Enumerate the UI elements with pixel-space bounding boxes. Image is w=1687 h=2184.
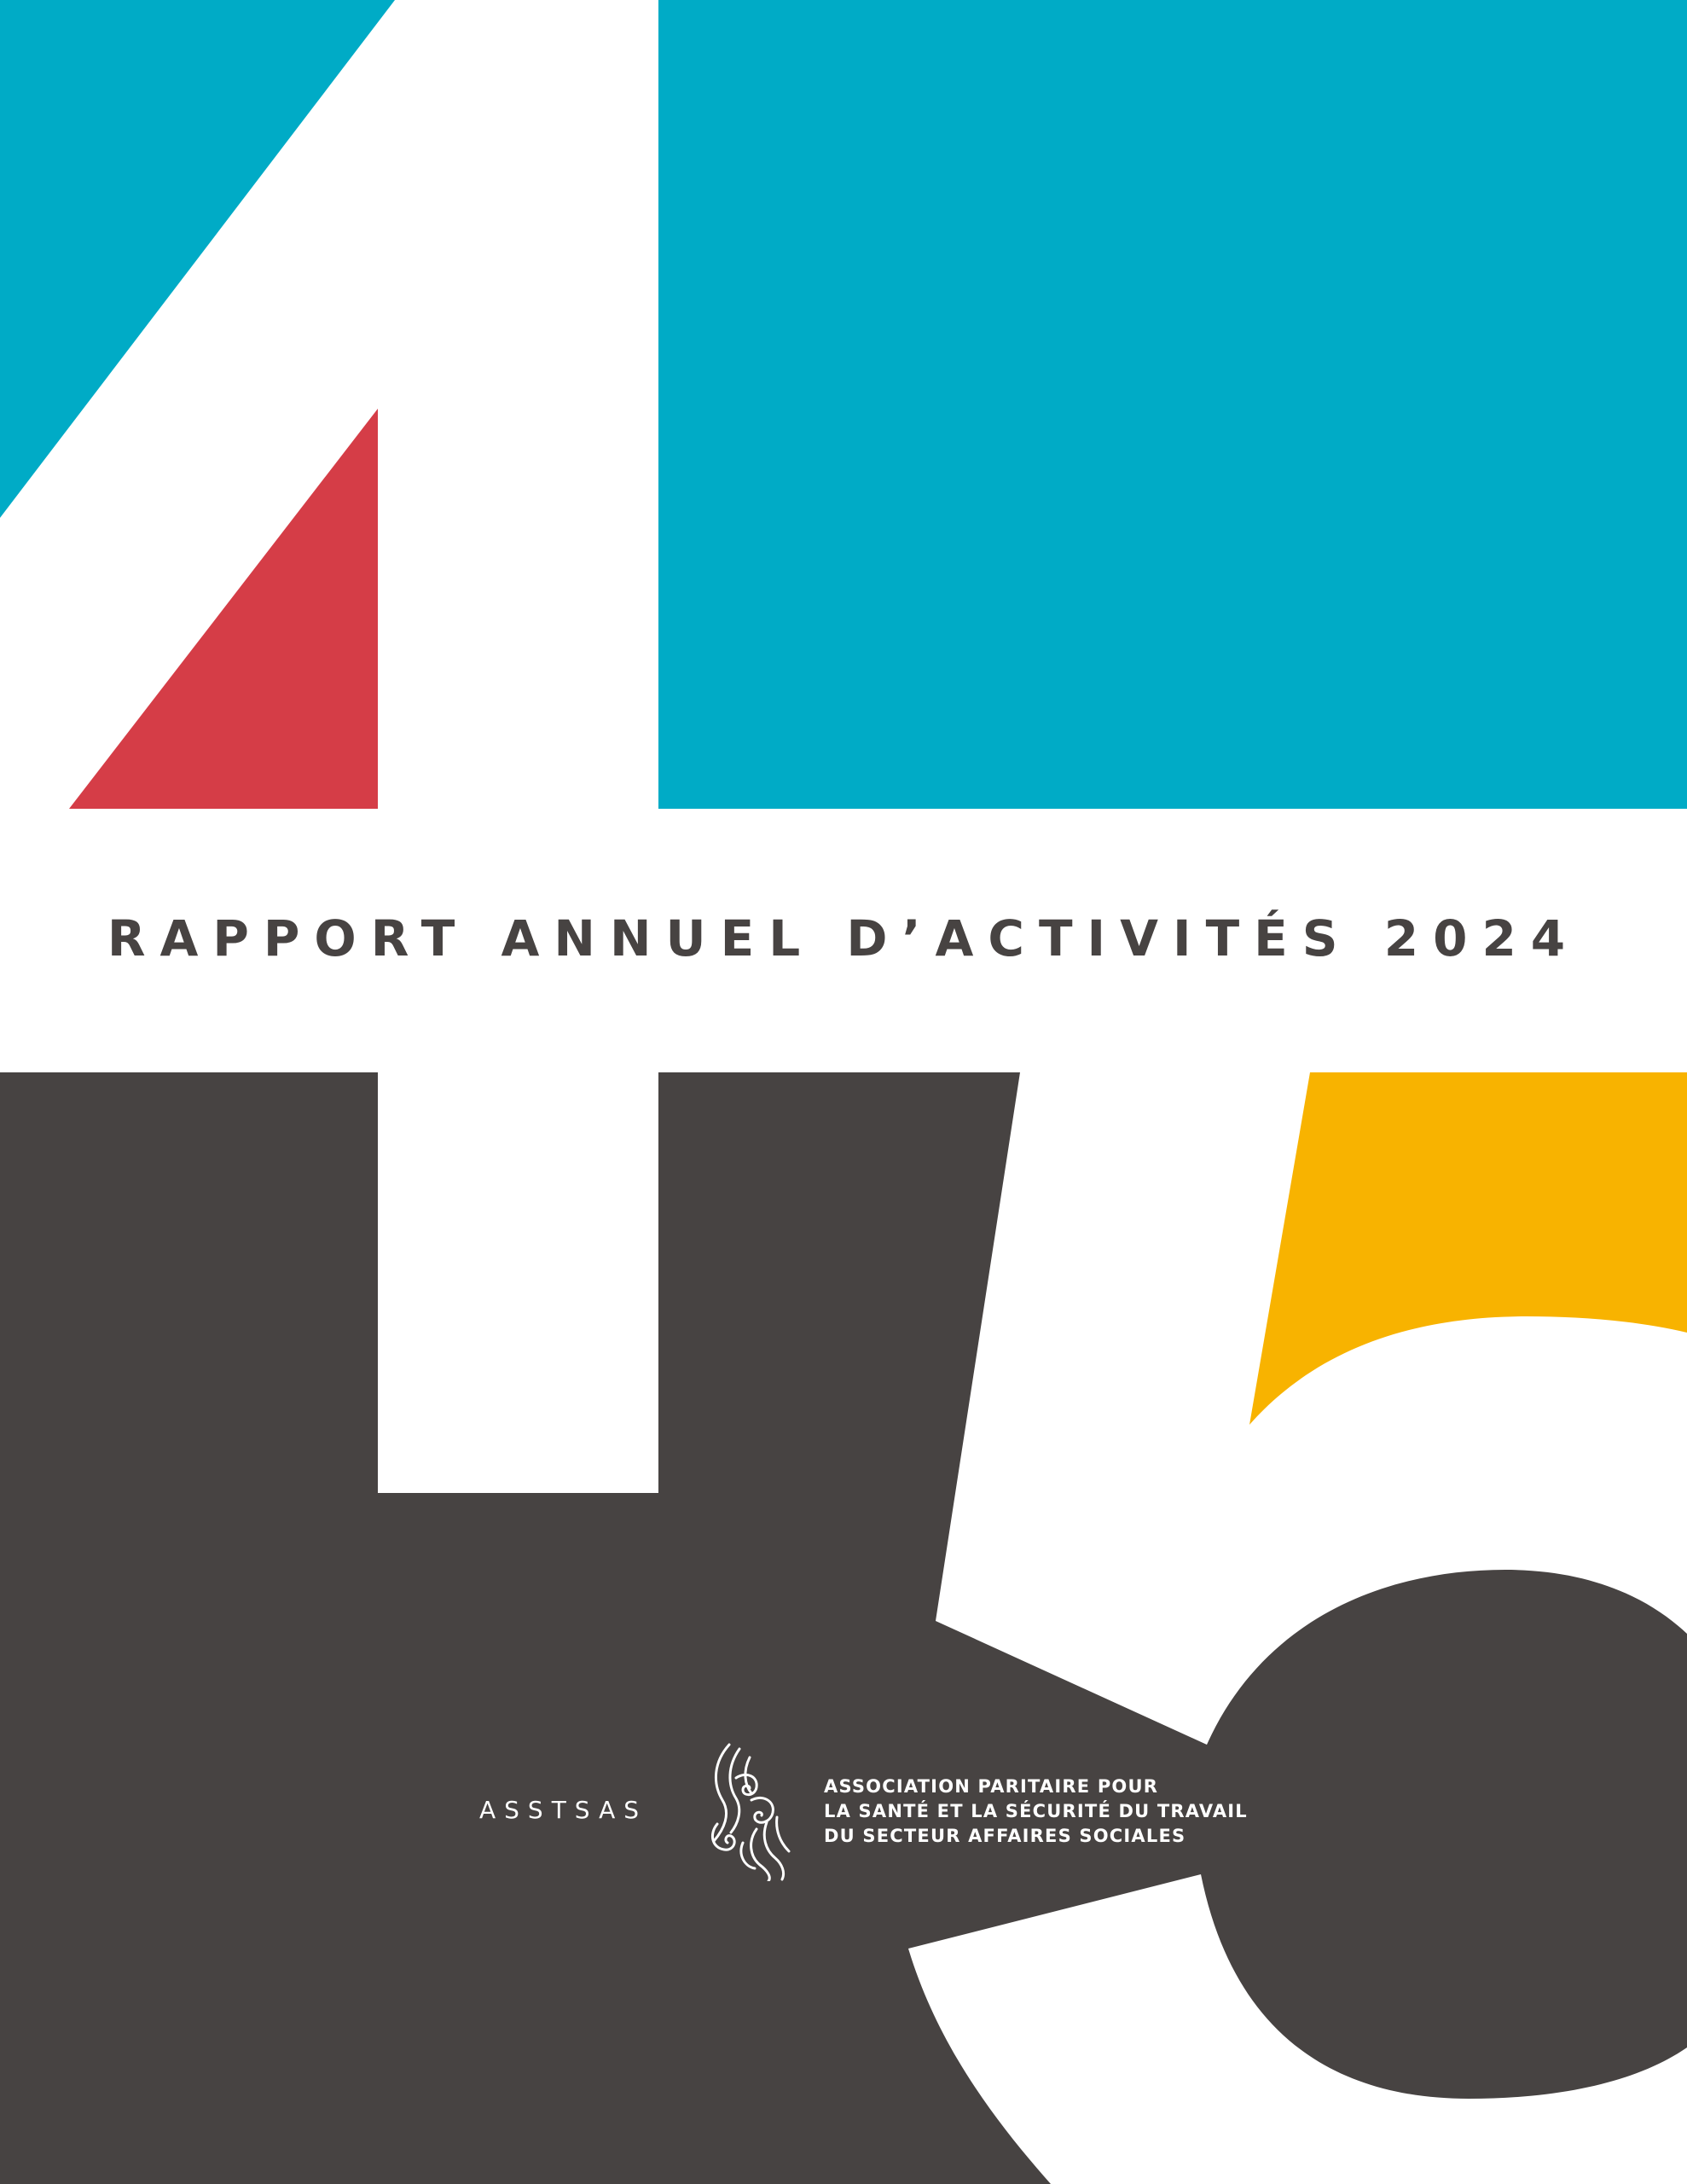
brand-full-name bbox=[824, 1774, 1248, 1849]
report-title: RAPPORT ANNUEL D’ACTIVITÉS 2024 bbox=[107, 909, 1580, 967]
teal-block-top-right bbox=[658, 0, 1687, 809]
brand-line-3: DU SECTEUR AFFAIRES SOCIALES bbox=[824, 1826, 1186, 1846]
yellow-block bbox=[1249, 1072, 1687, 1425]
teal-wedge-top-left bbox=[0, 0, 395, 518]
flame-swirl-icon bbox=[705, 1740, 799, 1881]
brand-line-2: LA SANTÉ ET LA SÉCURITÉ DU TRAVAIL bbox=[824, 1801, 1248, 1821]
brand-acronym: ASSTSAS bbox=[479, 1796, 648, 1824]
brand-logo bbox=[479, 1740, 1247, 1885]
brand-line-1: ASSOCIATION PARITAIRE POUR bbox=[824, 1776, 1159, 1797]
red-triangle bbox=[69, 409, 378, 809]
